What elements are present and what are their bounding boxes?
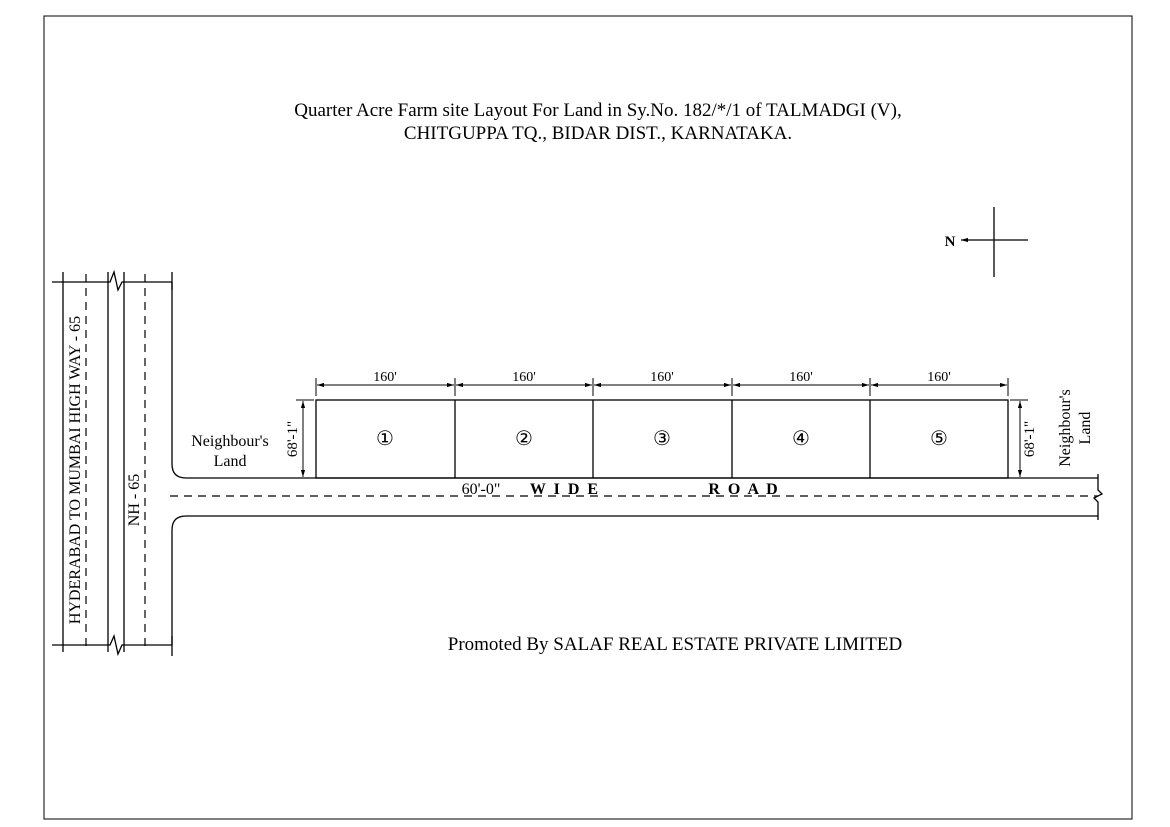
road-word-road: R O A D <box>708 481 778 498</box>
title-line-1: Quarter Acre Farm site Layout For Land in Sy.No. 182/*/1 of TALMADGI (V), <box>294 100 902 121</box>
plot-numbers <box>376 428 948 450</box>
plot-1-width-label: 160' <box>373 370 397 385</box>
neighbour-left-line-1: Neighbour's <box>191 433 269 450</box>
plot-5-width-label: 160' <box>927 370 951 385</box>
plot-3-width-label: 160' <box>650 370 674 385</box>
neighbour-left-line-2: Land <box>213 453 247 470</box>
width-dimension-labels <box>373 370 951 385</box>
highway-code-label: NH - 65 <box>126 473 143 527</box>
plot-number-5: ⑤ <box>930 428 948 450</box>
road-width-label: 60'-0" <box>461 481 501 498</box>
road-word-wide: W I D E <box>529 481 599 498</box>
neighbour-right-line-1: Neighbour's <box>1057 389 1074 467</box>
title-line-2: CHITGUPPA TQ., BIDAR DIST., KARNATAKA. <box>403 123 793 144</box>
plot-4-width-label: 160' <box>789 370 813 385</box>
plot-number-1: ① <box>376 428 394 450</box>
plot-number-4: ④ <box>792 428 810 450</box>
plot-2-width-label: 160' <box>512 370 536 385</box>
north-label: N <box>944 234 956 250</box>
depth-label-left: 68'-1" <box>285 420 301 458</box>
plot-number-3: ③ <box>653 428 671 450</box>
north-arrow-icon <box>961 207 1028 277</box>
highway-name-label: HYDERABAD TO MUMBAI HIGH WAY - 65 <box>67 315 84 625</box>
depth-label-right: 68'-1" <box>1022 420 1038 458</box>
promoter-label: Promoted By SALAF REAL ESTATE PRIVATE LIMITED <box>447 634 903 655</box>
neighbour-right-line-2: Land <box>1077 411 1094 445</box>
plot-number-2: ② <box>515 428 533 450</box>
wide-road <box>170 282 1102 645</box>
